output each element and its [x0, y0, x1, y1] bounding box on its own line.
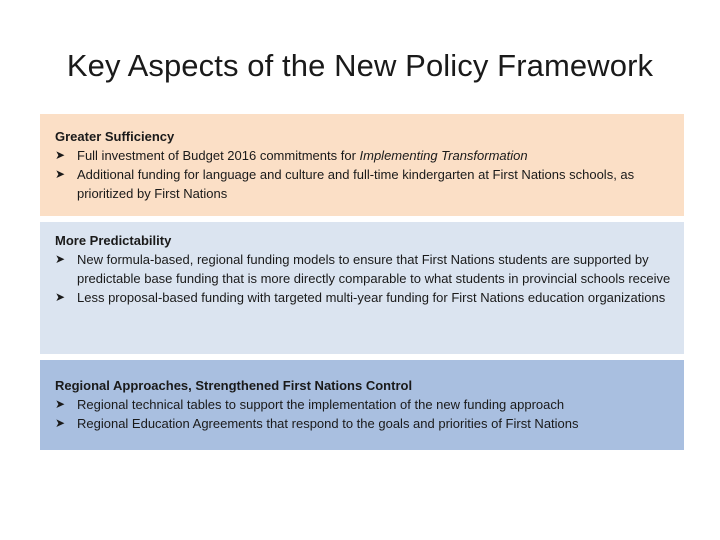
section-heading: Greater Sufficiency	[55, 129, 175, 144]
list-item-text: Additional funding for language and culture and full-time kindergarten at First Nations schools, as prioritized by First Nations	[77, 167, 635, 201]
list-item	[55, 146, 676, 165]
arrowhead-bullet-icon: ➤	[55, 290, 66, 304]
list-item	[55, 165, 676, 203]
list-item-text: Less proposal-based funding with targeted multi-year funding for First Nations education organizations	[77, 290, 666, 305]
arrowhead-bullet-icon: ➤	[55, 397, 66, 411]
list-item-text: Regional Education Agreements that respond to the goals and priorities of First Nations	[77, 416, 579, 431]
arrowhead-bullet-icon: ➤	[55, 167, 66, 181]
arrowhead-bullet-icon: ➤	[55, 148, 66, 162]
list-item-text: New formula-based, regional funding models to ensure that First Nations students are supported by predictable base funding that is more directly comparable to what students in provincial schools receive	[77, 252, 671, 286]
list-item-text: Full investment of Budget 2016 commitments for	[77, 148, 360, 163]
section-heading: Regional Approaches, Strengthened First Nations Control	[55, 378, 413, 393]
slide-title: Key Aspects of the New Policy Framework	[66, 48, 654, 83]
arrowhead-bullet-icon: ➤	[55, 416, 66, 430]
list-item	[55, 395, 676, 414]
section-more-predictability	[40, 222, 684, 354]
section-regional-approaches	[40, 360, 684, 450]
bullet-list	[55, 146, 676, 203]
section-greater-sufficiency	[40, 114, 684, 216]
bullet-list	[55, 250, 676, 307]
list-item	[55, 288, 676, 307]
section-heading: More Predictability	[55, 233, 172, 248]
list-item-emphasis: Implementing Transformation	[359, 148, 528, 163]
list-item	[55, 414, 676, 433]
arrowhead-bullet-icon: ➤	[55, 252, 66, 266]
bullet-list	[55, 395, 676, 433]
list-item	[55, 250, 676, 288]
list-item-text: Regional technical tables to support the implementation of the new funding approach	[77, 397, 565, 412]
